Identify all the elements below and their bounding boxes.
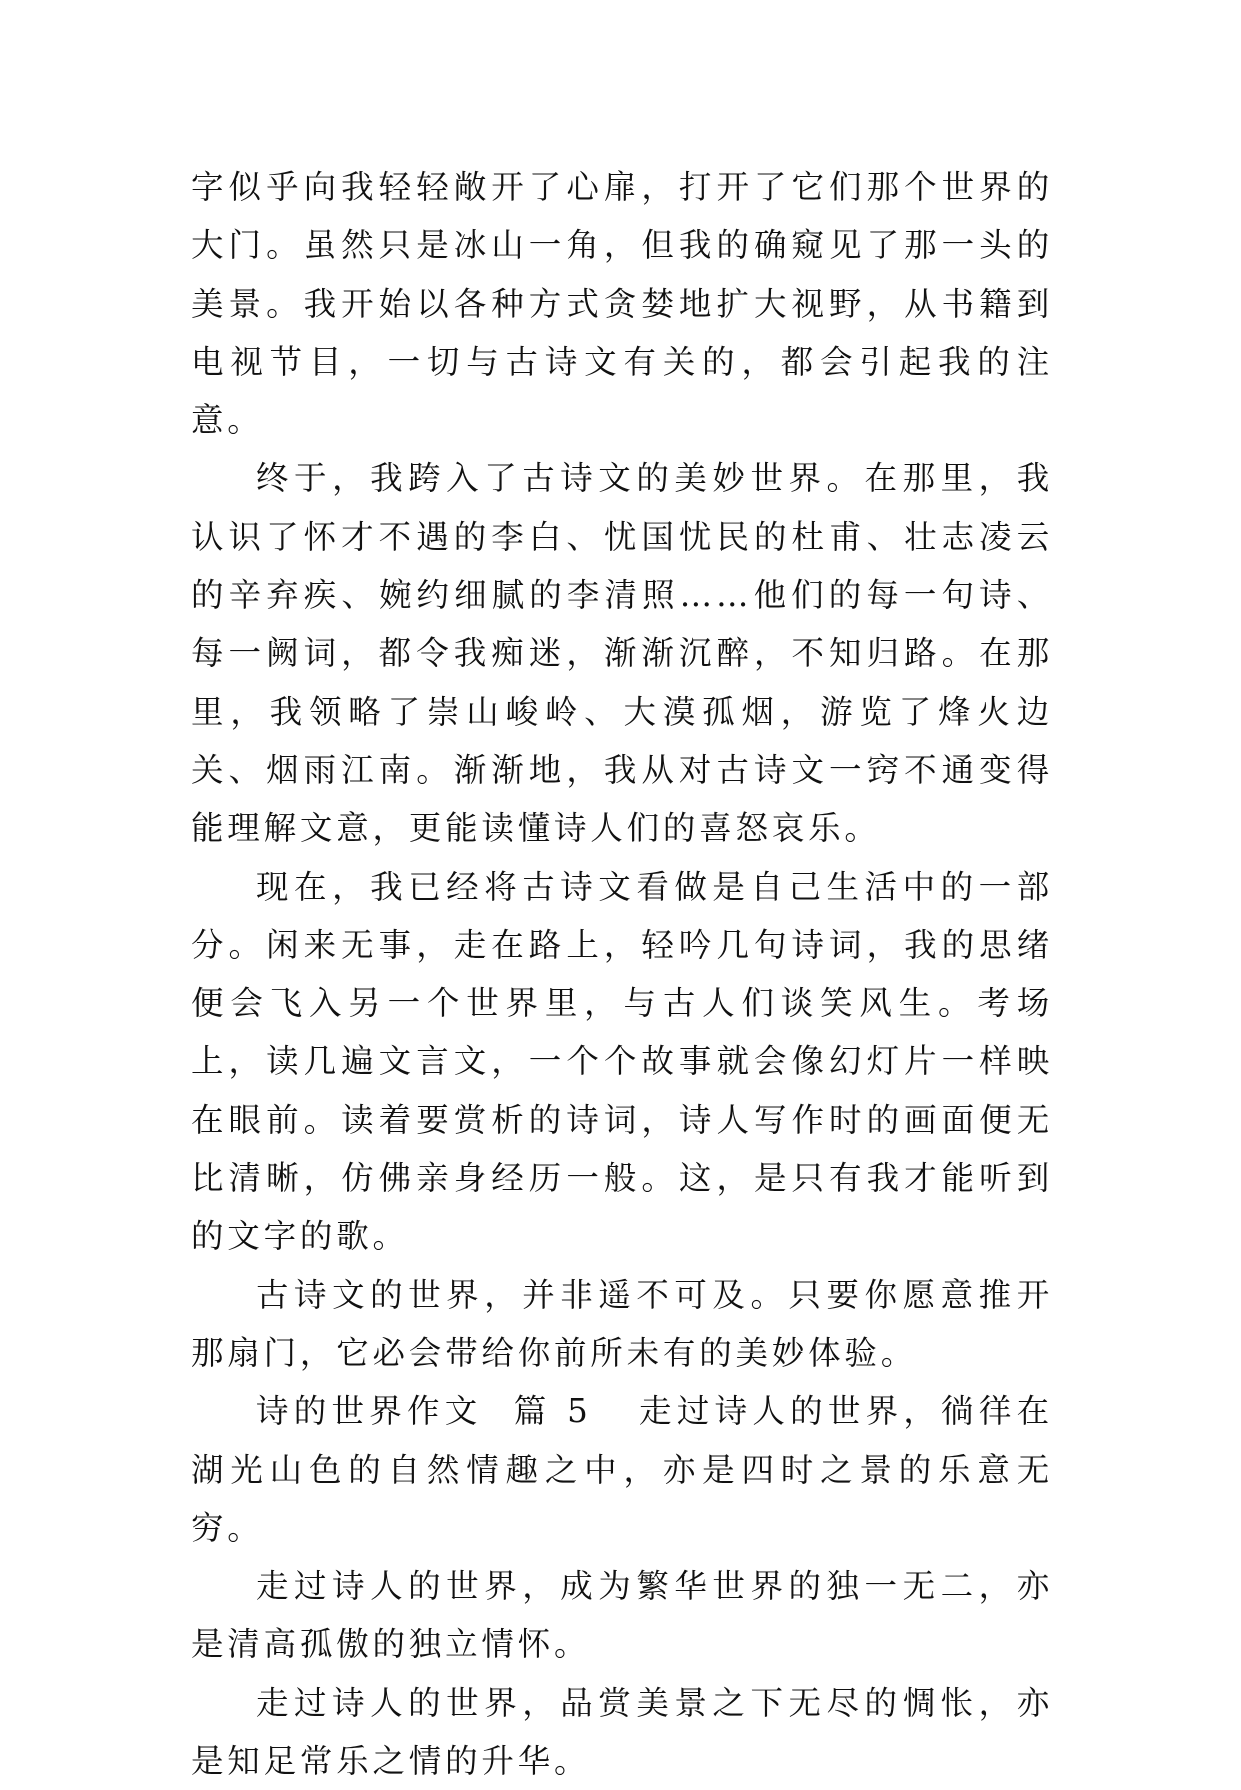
document-body bbox=[191, 158, 1053, 1790]
paragraph: 古诗文的世界，并非遥不可及。只要你愿意推开那扇门，它必会带给你前所未有的美妙体验。 bbox=[191, 1275, 1053, 1372]
paragraph: 走过诗人的世界，成为繁华世界的独一无二，亦是清高孤傲的独立情怀。 bbox=[191, 1567, 1053, 1664]
section-first-paragraph: 走过诗人的世界，徜徉在湖光山色的自然情趣之中，亦是四时之景的乐意无穷。 bbox=[191, 1392, 1053, 1547]
paragraph: 现在，我已经将古诗文看做是自己生活中的一部分。闲来无事，走在路上，轻吟几句诗词，我的思绪便会飞入另一个世界里，与古人们谈笑风生。考场上，读几遍文言文，一个个故事就会像幻灯片一样映在眼前。读着要赏析的诗词，诗人写作时的画面便无比清晰，仿佛亲身经历一般。这，是只有我才能听到的文字的歌。 bbox=[191, 867, 1053, 1256]
section-intro-paragraph bbox=[191, 1382, 1053, 1557]
paragraph: 终于，我跨入了古诗文的美妙世界。在那里，我认识了怀才不遇的李白、忧国忧民的杜甫、壮志凌云的辛弃疾、婉约细腻的李清照……他们的每一句诗、每一阙词，都令我痴迷，渐渐沉醉，不知归路。在那里，我领略了崇山峻岭、大漠孤烟，游览了烽火边关、烟雨江南。渐渐地，我从对古诗文一窍不通变得能理解文意，更能读懂诗人们的喜怒哀乐。 bbox=[191, 459, 1053, 848]
section-heading: 诗的世界作文 篇 5 bbox=[256, 1392, 592, 1431]
paragraph: 走过诗人的世界，品赏美景之下无尽的惆怅，亦是知足常乐之情的升华。 bbox=[191, 1683, 1053, 1781]
paragraph: 字似乎向我轻轻敞开了心扉，打开了它们那个世界的大门。虽然只是冰山一角，但我的确窥见了那一头的美景。我开始以各种方式贪婪地扩大视野，从书籍到电视节目，一切与古诗文有关的，都会引起我的注意。 bbox=[191, 168, 1053, 440]
